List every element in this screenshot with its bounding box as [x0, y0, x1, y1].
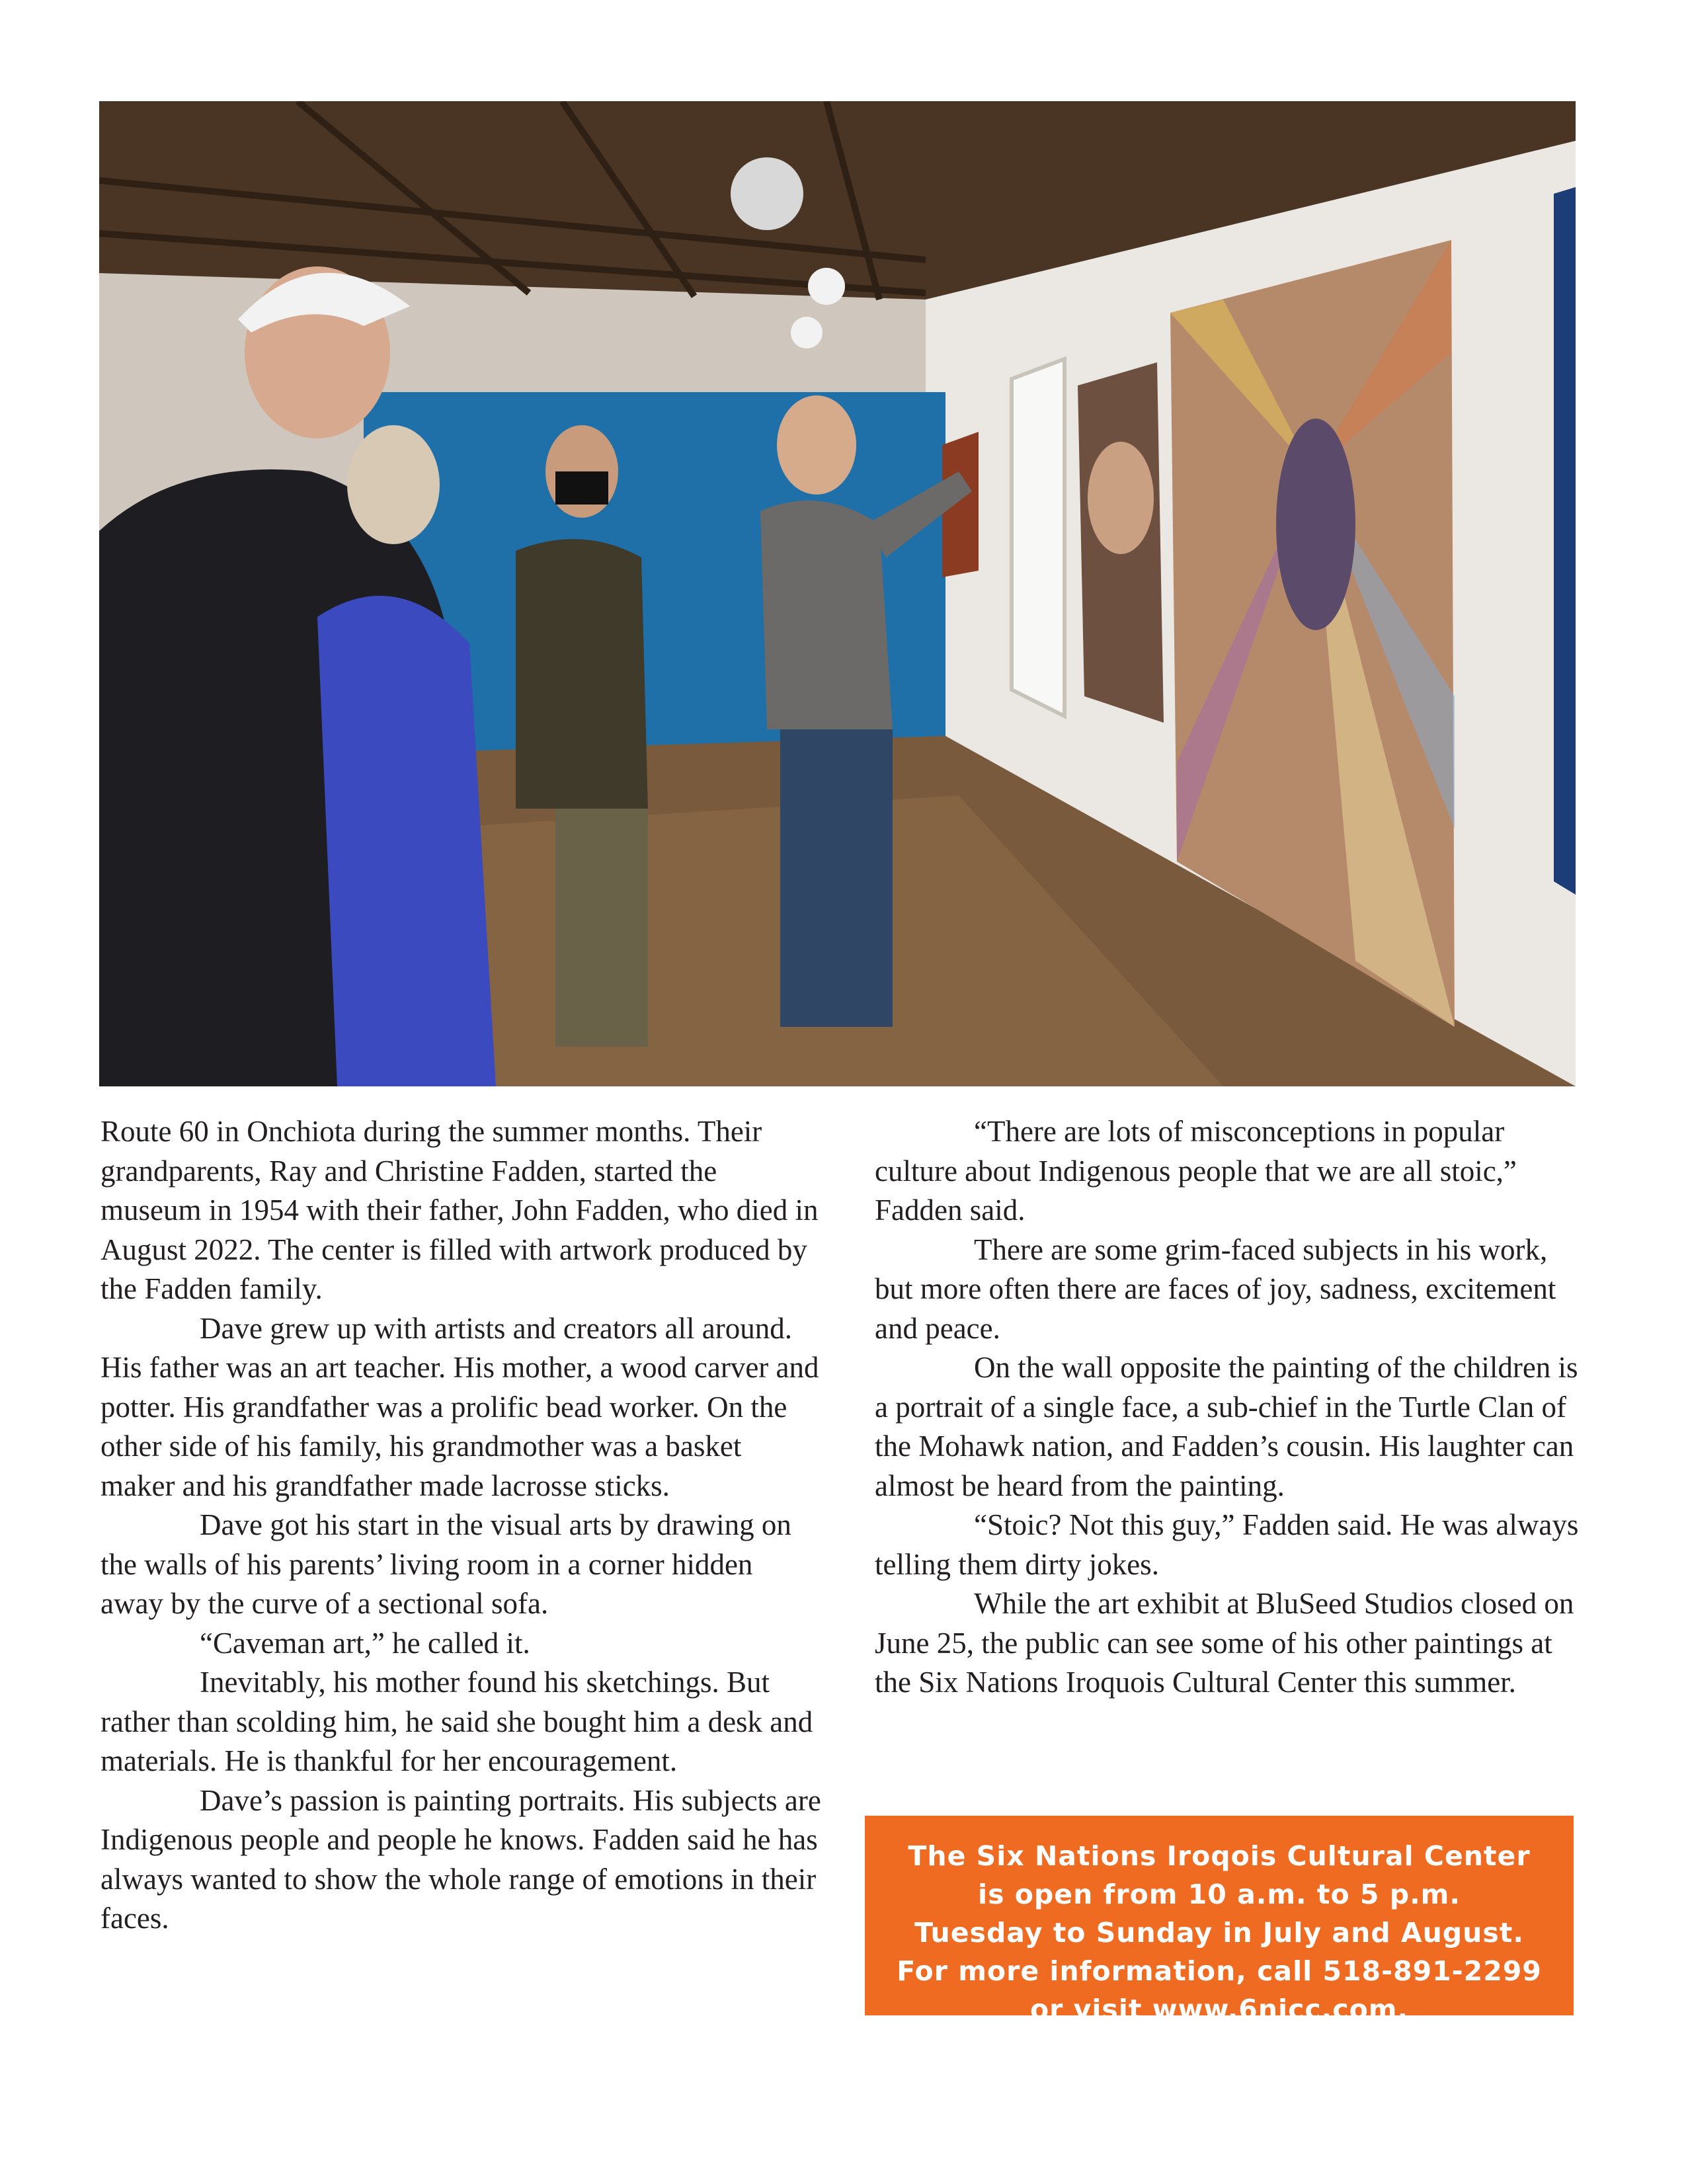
- visitor-info-box: [865, 1816, 1574, 2025]
- info-line: or visit www.6nicc.com.: [1029, 1994, 1409, 2025]
- info-line: is open from 10 a.m. to 5 p.m.: [978, 1879, 1461, 1910]
- gallery-photo: [99, 101, 1576, 1086]
- article-paragraph: “Caveman art,” he called it.: [200, 1626, 530, 1660]
- article-paragraph: Route 60 in Onchiota during the summer months. Their grandparents, Ray and Christine Fadden, started the museum in 1954 with their father, John Fadden, who died in August 2022. The center is filled with artwork produced by the Fadden family.: [100, 1115, 819, 1305]
- article-paragraph: Dave got his start in the visual arts by drawing on the walls of his parents’ living room in a corner hidden away by the curve of a sectional sofa.: [100, 1508, 791, 1620]
- info-line: For more information, call 518-891-2299: [897, 1955, 1542, 1987]
- article-paragraph: Dave grew up with artists and creators all around. His father was an art teacher. His mother, a wood carver and potter. His grandfather was a prolific bead worker. On the other side of his family, his grandmother was a basket maker and his grandfather made lacrosse sticks.: [100, 1311, 819, 1502]
- article-paragraph: While the art exhibit at BluSeed Studios closed on June 25, the public can see some of his other paintings at the Six Nations Iroquois Cultural Center this summer.: [875, 1587, 1574, 1699]
- article-paragraph: There are some grim-faced subjects in his work, but more often there are faces of joy, sadness, excitement and peace.: [875, 1233, 1556, 1345]
- article-left-column: [100, 1112, 821, 1939]
- article-paragraph: “There are lots of misconceptions in popular culture about Indigenous people that we are all stoic,” Fadden said.: [875, 1115, 1517, 1227]
- article-right-column: [875, 1112, 1586, 1703]
- article-paragraph: “Stoic? Not this guy,” Fadden said. He was always telling them dirty jokes.: [875, 1508, 1579, 1581]
- article-paragraph: Inevitably, his mother found his sketchings. But rather than scolding him, he said she bought him a desk and materials. He is thankful for her encouragement.: [100, 1666, 813, 1777]
- gallery-photo-illustration: [99, 101, 1576, 1086]
- info-line: The Six Nations Iroqois Cultural Center: [908, 1840, 1531, 1872]
- article-paragraph: On the wall opposite the painting of the children is a portrait of a single face, a sub-chief in the Turtle Clan of the Mohawk nation, and Fadden’s cousin. His laughter can almost be heard from the painting.: [875, 1351, 1578, 1502]
- article-paragraph: Dave’s passion is painting portraits. His subjects are Indigenous people and people he knows. Fadden said he has always wanted to show the whole range of emotions in their faces.: [100, 1783, 821, 1935]
- info-line: Tuesday to Sunday in July and August.: [914, 1917, 1524, 1949]
